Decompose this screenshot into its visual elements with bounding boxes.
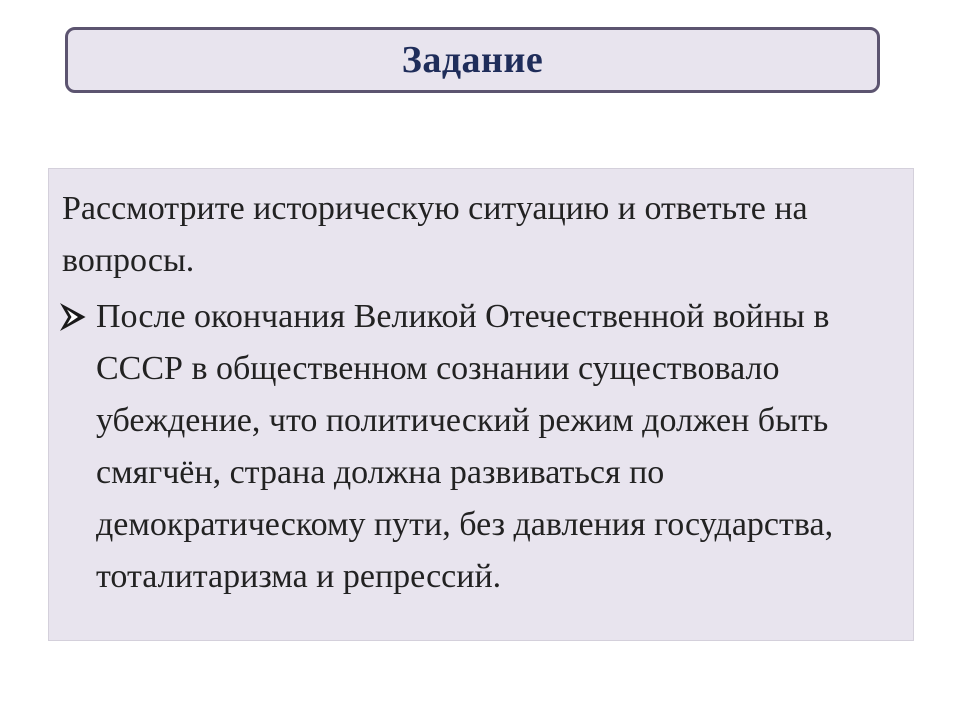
intro-text: Рассмотрите историческую ситуацию и ответьте на вопросы. bbox=[62, 190, 808, 279]
content-box bbox=[48, 168, 914, 641]
bullet-item bbox=[60, 291, 905, 603]
arrow-bullet-icon bbox=[60, 291, 90, 343]
title-box bbox=[65, 27, 880, 93]
bullet-text: После окончания Великой Отечественной войны в СССР в общественном сознании существовало убеждение, что политический режим должен быть смягчён, страна должна развиваться по демократическому пути, без давления государства, тоталитаризма и репрессий. bbox=[96, 298, 834, 595]
slide-title: Задание bbox=[401, 39, 544, 81]
